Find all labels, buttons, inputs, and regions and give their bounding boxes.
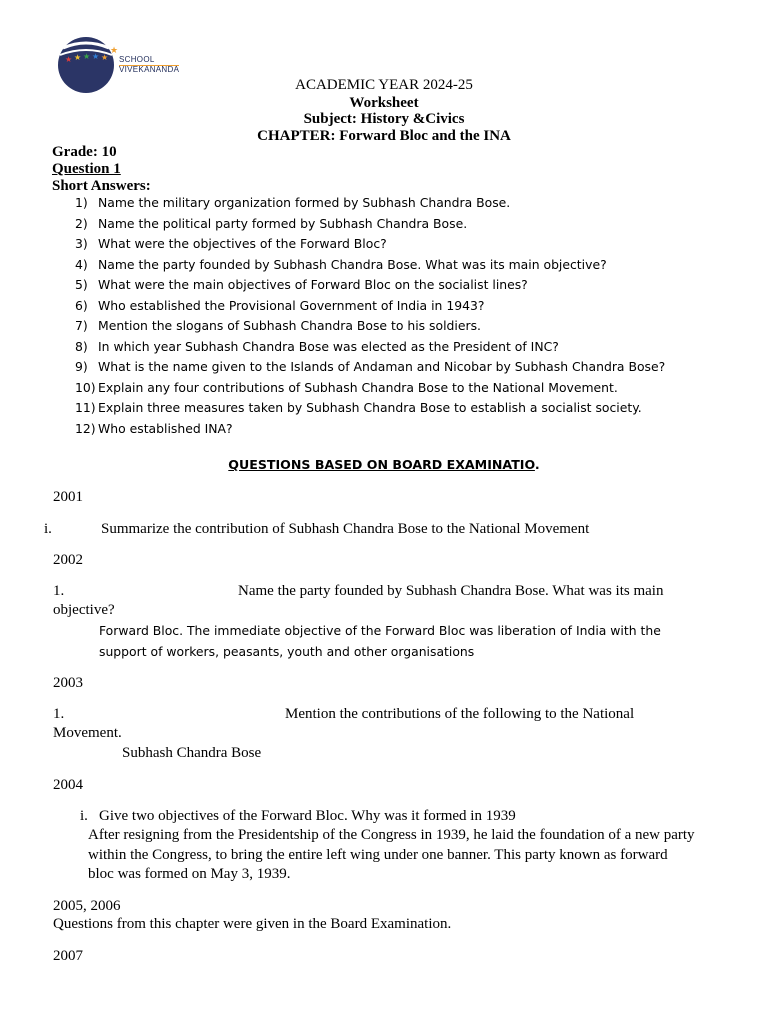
- worksheet-title: Worksheet: [349, 95, 419, 111]
- question-marker: 1.: [53, 583, 65, 599]
- list-item: 5) What were the main objectives of Forward Bloc on the socialist lines?: [75, 277, 528, 292]
- year-2002: 2002: [53, 552, 83, 568]
- question-text: Name the party founded by Subhash Chandra Bose. What was its main: [238, 583, 664, 599]
- answer-text: After resigning from the Presidentship of the Congress in 1939, he laid the foundation of a new party: [88, 827, 695, 843]
- list-item: 11) Explain three measures taken by Subhash Chandra Bose to establish a socialist society.: [75, 400, 642, 415]
- svg-text:★: ★: [110, 45, 119, 55]
- list-item: 3) What were the objectives of the Forward Bloc?: [75, 236, 387, 251]
- note-text: Questions from this chapter were given in the Board Examination.: [53, 916, 452, 932]
- answer-text: Subhash Chandra Bose: [122, 745, 262, 761]
- question-text: Movement.: [53, 725, 122, 741]
- svg-text:★: ★: [92, 52, 100, 61]
- question-marker: i.: [80, 808, 88, 824]
- list-item: 1) Name the military organization formed by Subhash Chandra Bose.: [75, 195, 511, 210]
- svg-text:★: ★: [83, 52, 91, 61]
- list-item: 9) What is the name given to the Islands of Andaman and Nicobar by Subhash Chandra Bose?: [75, 359, 666, 374]
- year-2003: 2003: [53, 675, 83, 691]
- chapter-title: CHAPTER: Forward Bloc and the INA: [257, 128, 511, 144]
- svg-text:★: ★: [101, 53, 109, 62]
- grade-label: Grade: 10: [52, 144, 117, 160]
- question-text: Give two objectives of the Forward Bloc. Why was it formed in 1939: [99, 808, 516, 824]
- list-item: 2) Name the political party formed by Subhash Chandra Bose.: [75, 215, 468, 231]
- list-item: 12) Who established INA?: [75, 420, 233, 436]
- list-item: 6) Who established the Provisional Government of India in 1943?: [75, 297, 485, 313]
- svg-text:★: ★: [74, 53, 82, 62]
- answer-text: support of workers, peasants, youth and other organisations: [99, 644, 475, 659]
- logo-text-school: SCHOOL: [119, 55, 155, 64]
- year-2001: 2001: [53, 489, 83, 505]
- year-2005-2006: 2005, 2006: [53, 898, 121, 914]
- answer-text: bloc was formed on May 3, 1939.: [88, 866, 291, 882]
- logo-text-vivekananda: VIVEKANANDA: [119, 65, 180, 74]
- list-item: 10) Explain any four contributions of Subhash Chandra Bose to the National Movement.: [75, 379, 618, 395]
- year-2007: 2007: [53, 948, 83, 964]
- svg-text:★: ★: [65, 55, 73, 64]
- subject-title: Subject: History &Civics: [303, 111, 465, 127]
- short-answers-title: Short Answers:: [52, 178, 151, 194]
- question-text: Mention the contributions of the following to the National: [285, 706, 635, 722]
- board-questions-heading: QUESTIONS BASED ON BOARD EXAMINATIO.: [228, 457, 540, 472]
- list-item: 7) Mention the slogans of Subhash Chandra Bose to his soldiers.: [75, 318, 481, 333]
- question-marker: 1.: [53, 706, 65, 722]
- answer-text: within the Congress, to bring the entire left wing under one banner. This party known as forward: [88, 847, 668, 863]
- year-2004: 2004: [53, 777, 83, 793]
- short-answers-list: [75, 193, 665, 439]
- list-item: 4) Name the party founded by Subhash Chandra Bose. What was its main objective?: [75, 256, 607, 272]
- question-title: Question 1: [52, 161, 121, 177]
- question-text: Summarize the contribution of Subhash Chandra Bose to the National Movement: [101, 521, 590, 537]
- list-item: 8) In which year Subhash Chandra Bose was elected as the President of INC?: [75, 338, 559, 354]
- question-text: objective?: [53, 602, 115, 618]
- academic-year: ACADEMIC YEAR 2024-25: [295, 77, 473, 93]
- question-marker: i.: [44, 521, 52, 537]
- answer-text: Forward Bloc. The immediate objective of the Forward Bloc was liberation of India with the: [99, 623, 661, 638]
